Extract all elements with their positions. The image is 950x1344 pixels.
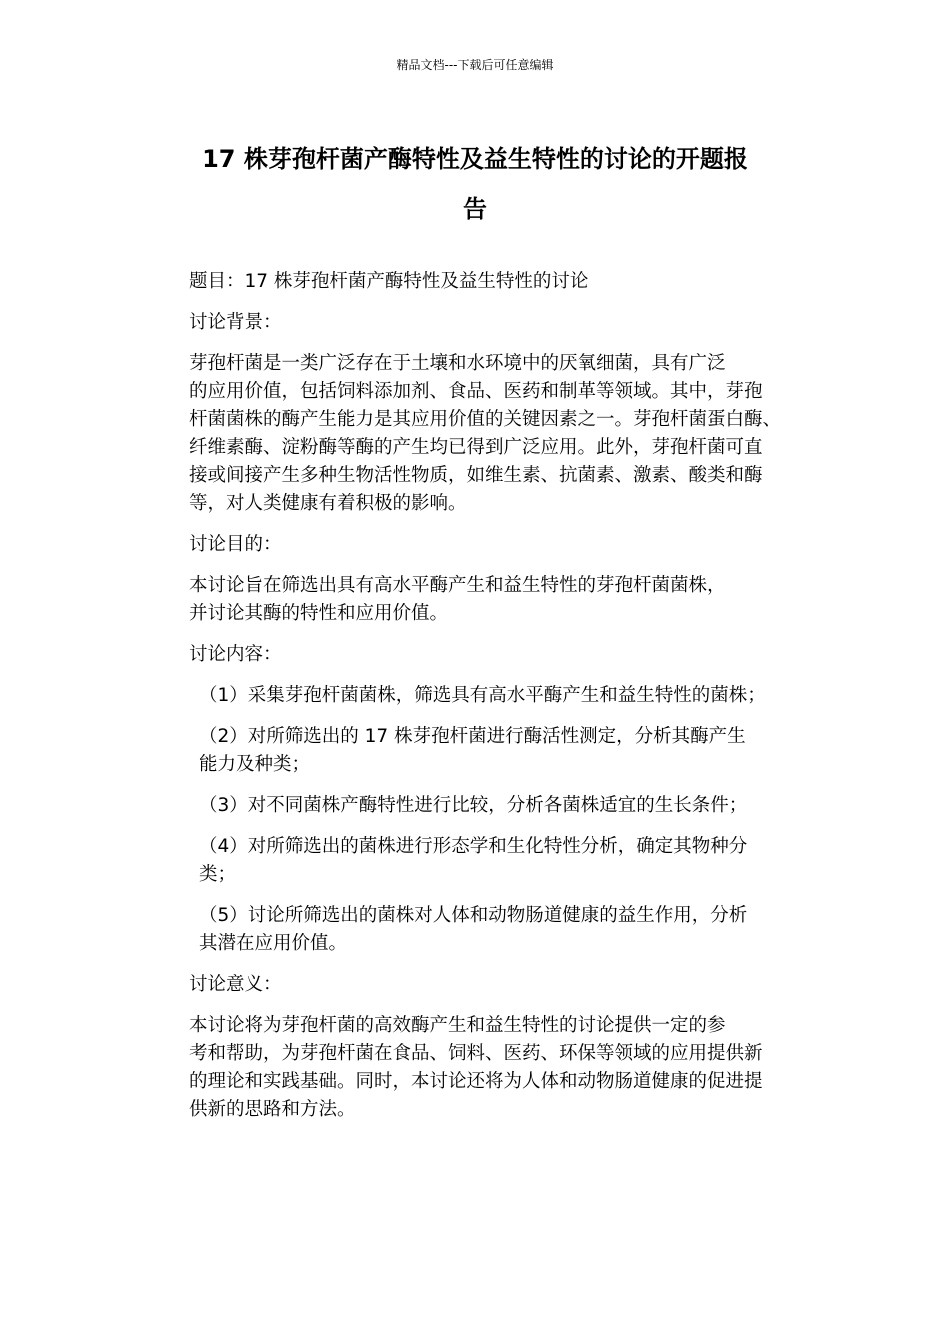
paragraph-line: 的理论和实践基础。同时，本讨论还将为人体和动物肠道健康的促进提 [189, 1071, 763, 1092]
significance-heading: 讨论意义： [189, 974, 282, 995]
content-item-1 [145, 682, 817, 710]
background-heading: 讨论背景： [189, 312, 282, 333]
purpose-heading: 讨论目的： [189, 534, 282, 555]
paragraph-line: 本讨论将为芽孢杆菌的高效酶产生和益生特性的讨论提供一定的参 [189, 1015, 726, 1036]
paragraph-line: 纤维素酶、淀粉酶等酶的产生均已得到广泛应用。此外，芽孢杆菌可直 [189, 437, 763, 458]
paragraph-line: 杆菌菌株的酶产生能力是其应用价值的关键因素之一。芽孢杆菌蛋白酶、 [189, 409, 782, 430]
document-title [140, 134, 810, 234]
topic-line: 题目：17 株芽孢杆菌产酶特性及益生特性的讨论 [189, 271, 589, 292]
content-heading: 讨论内容： [189, 644, 282, 665]
content-item-2 [145, 723, 817, 779]
item-line: （4）对所筛选出的菌株进行形态学和生化特性分析，确定其物种分 [199, 836, 748, 857]
item-line: （2）对所筛选出的 17 株芽孢杆菌进行酶活性测定，分析其酶产生 [199, 726, 746, 747]
item-line: （5）讨论所筛选出的菌株对人体和动物肠道健康的益生作用，分析 [199, 905, 748, 926]
title-line-2: 告 [463, 195, 487, 223]
item-line: （3）对不同菌株产酶特性进行比较，分析各菌株适宜的生长条件； [199, 795, 748, 816]
paragraph-line: 并讨论其酶的特性和应用价值。 [189, 603, 449, 624]
document-body [145, 268, 817, 1137]
paragraph-line: 本讨论旨在筛选出具有高水平酶产生和益生特性的芽孢杆菌菌株， [189, 575, 726, 596]
item-line: 能力及种类； [199, 754, 311, 775]
paragraph-line: 芽孢杆菌是一类广泛存在于土壤和水环境中的厌氧细菌，具有广泛 [189, 353, 726, 374]
title-line-1: 17 株芽孢杆菌产酶特性及益生特性的讨论的开题报 [202, 145, 748, 173]
paragraph-line: 考和帮助，为芽孢杆菌在食品、饲料、医药、环保等领域的应用提供新 [189, 1043, 763, 1064]
significance-paragraph [145, 1012, 817, 1124]
page-header: 精品文档---下载后可任意编辑 [396, 58, 554, 72]
item-line: （1）采集芽孢杆菌菌株，筛选具有高水平酶产生和益生特性的菌株； [199, 685, 766, 706]
paragraph-line: 供新的思路和方法。 [189, 1099, 356, 1120]
paragraph-line: 接或间接产生多种生物活性物质，如维生素、抗菌素、激素、酸类和酶 [189, 465, 763, 486]
background-paragraph [145, 350, 817, 518]
paragraph-line: 等，对人类健康有着积极的影响。 [189, 493, 467, 514]
content-item-4 [145, 833, 817, 889]
content-item-3 [145, 792, 817, 820]
item-line: 其潜在应用价值。 [199, 933, 348, 954]
item-line: 类； [199, 864, 237, 885]
content-item-5 [145, 902, 817, 958]
purpose-paragraph [145, 572, 817, 628]
paragraph-line: 的应用价值，包括饲料添加剂、食品、医药和制革等领域。其中，芽孢 [189, 381, 763, 402]
